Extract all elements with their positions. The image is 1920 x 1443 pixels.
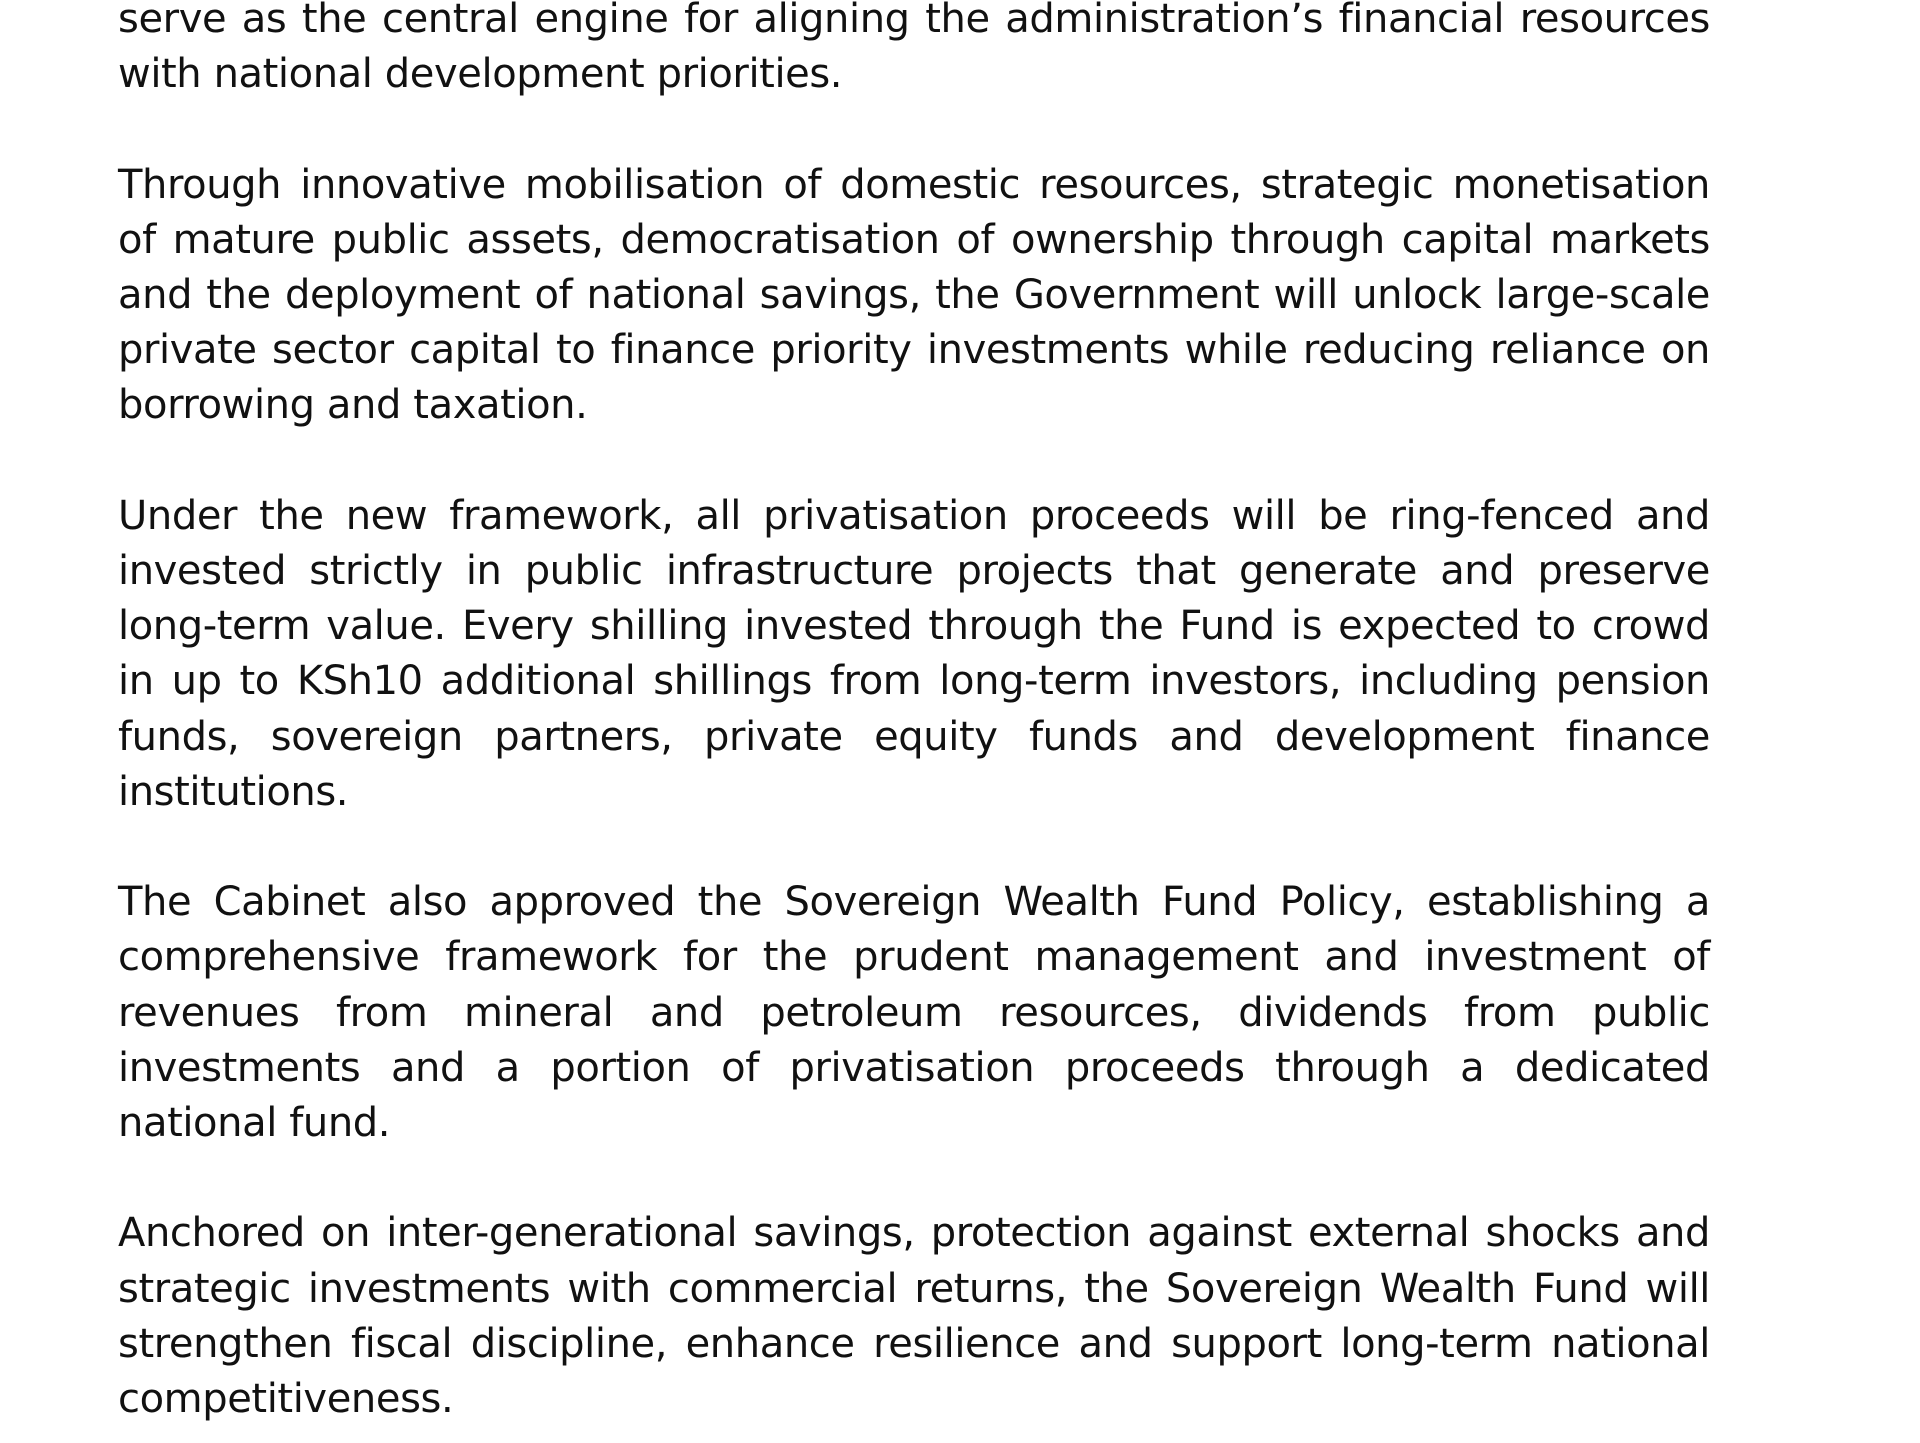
paragraph-resource-mobilisation: Through innovative mobilisation of domestic resources, strategic monetisation of mature public assets, democratisation of ownership through capital markets and the deployment of national savings, the Government will unlock large-scale private sector capital to finance priority investments while reducing reliance on borrowing and taxation. xyxy=(118,161,1710,429)
paragraph-fund-purpose: serve as the central engine for aligning the administration’s financial resources with national development priorities. xyxy=(118,0,1710,98)
document-body xyxy=(118,0,1710,1427)
paragraph-sovereign-wealth-fund-goals: Anchored on inter-generational savings, protection against external shocks and strategic investments with commercial returns, the Sovereign Wealth Fund will strengthen fiscal discipline, enhance resilience and support long-term national competitiveness. xyxy=(118,1210,1710,1423)
paragraph-sovereign-wealth-fund-policy: The Cabinet also approved the Sovereign Wealth Fund Policy, establishing a comprehensive framework for the prudent management and investment of revenues from mineral and petroleum resources, dividends from public investments and a portion of privatisation proceeds through a dedicated national fund. xyxy=(118,879,1710,1147)
paragraph-privatisation-framework: Under the new framework, all privatisation proceeds will be ring-fenced and invested strictly in public infrastructure projects that generate and preserve long-term value. Every shilling invested through the Fund is expected to crowd in up to KSh10 additional shillings from long-term investors, including pension funds, sovereign partners, private equity funds and development finance institutions. xyxy=(118,492,1710,815)
